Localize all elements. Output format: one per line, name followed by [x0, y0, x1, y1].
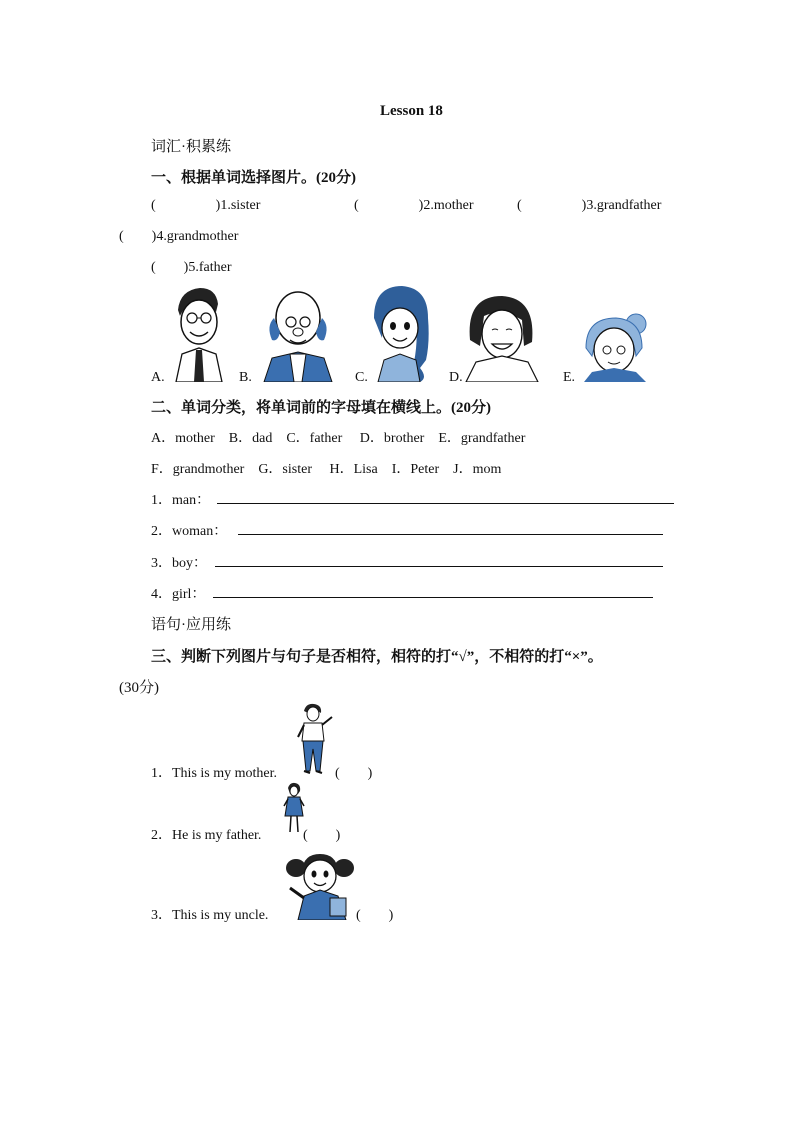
- q1-item-5: [151, 260, 231, 276]
- q3-item-1-text: 1．This is my mother.: [151, 766, 277, 781]
- q1-item-5-open: (: [151, 260, 156, 275]
- mother-face-picture: [462, 290, 542, 382]
- picture-label-a: A.: [151, 370, 165, 385]
- picture-label-e: E.: [563, 370, 576, 385]
- grandfather-face-picture: [258, 282, 336, 382]
- q3-item-1-answer[interactable]: ( ): [335, 766, 373, 781]
- q1-item-4-text: )4.grandmother: [151, 229, 239, 244]
- answer-line-boy[interactable]: [215, 566, 663, 567]
- section-vocab-heading: 词汇·积累练: [151, 139, 231, 155]
- section-sentence-heading: 语句·应用练: [151, 617, 231, 633]
- father-face-picture: [168, 282, 230, 382]
- q3-item-3-answer[interactable]: ( ): [356, 908, 394, 923]
- q1-item-2: [354, 198, 474, 214]
- q3-item-2-answer[interactable]: ( ): [303, 828, 341, 843]
- grandmother-face-picture: [578, 310, 654, 382]
- man-standing-picture: [294, 703, 338, 775]
- sister-face-picture: [368, 282, 434, 382]
- picture-label-b: B.: [239, 370, 252, 385]
- girl-pigtails-picture: [284, 850, 356, 920]
- picture-label-c: C.: [355, 370, 368, 385]
- q1-item-1-text: )1.sister: [215, 198, 261, 213]
- picture-label-d: D.: [449, 370, 463, 385]
- page-title: Lesson 18: [380, 103, 443, 119]
- q1-item-1-open: (: [151, 198, 156, 213]
- q1-item-1: [151, 198, 260, 214]
- q2-category-man: 1．man：: [151, 493, 211, 508]
- q1-item-2-text: )2.mother: [418, 198, 474, 213]
- q2-category-girl: 4．girl：: [151, 587, 206, 602]
- q2-heading: 二、单词分类，将单词前的字母填在横线上。(20分): [151, 400, 491, 416]
- q3-heading: 三、判断下列图片与句子是否相符，相符的打“√”，不相符的打“×”。: [151, 649, 603, 665]
- q3-score: (30分): [119, 680, 159, 696]
- answer-line-girl[interactable]: [213, 597, 653, 598]
- q3-item-2-text: 2．He is my father.: [151, 828, 262, 843]
- q1-item-4: [119, 229, 238, 245]
- answer-line-man[interactable]: [217, 503, 674, 504]
- q2-options-line-2: F．grandmother G．sister H．Lisa I．Peter J．mom: [151, 462, 502, 477]
- q2-options-line-1: A．mother B．dad C．father D．brother E．grandfather: [151, 431, 526, 446]
- answer-line-woman[interactable]: [238, 534, 663, 535]
- q3-item-3-text: 3．This is my uncle.: [151, 908, 269, 923]
- q1-item-2-open: (: [354, 198, 359, 213]
- q1-item-3-text: )3.grandfather: [581, 198, 662, 213]
- q1-heading: 一、根据单词选择图片。(20分): [151, 170, 356, 186]
- q1-item-5-text: )5.father: [183, 260, 232, 275]
- q2-category-woman: 2．woman：: [151, 524, 228, 539]
- q1-item-3: [517, 198, 661, 214]
- q1-item-3-open: (: [517, 198, 522, 213]
- q1-item-4-open: (: [119, 229, 124, 244]
- q2-category-boy: 3．boy：: [151, 556, 207, 571]
